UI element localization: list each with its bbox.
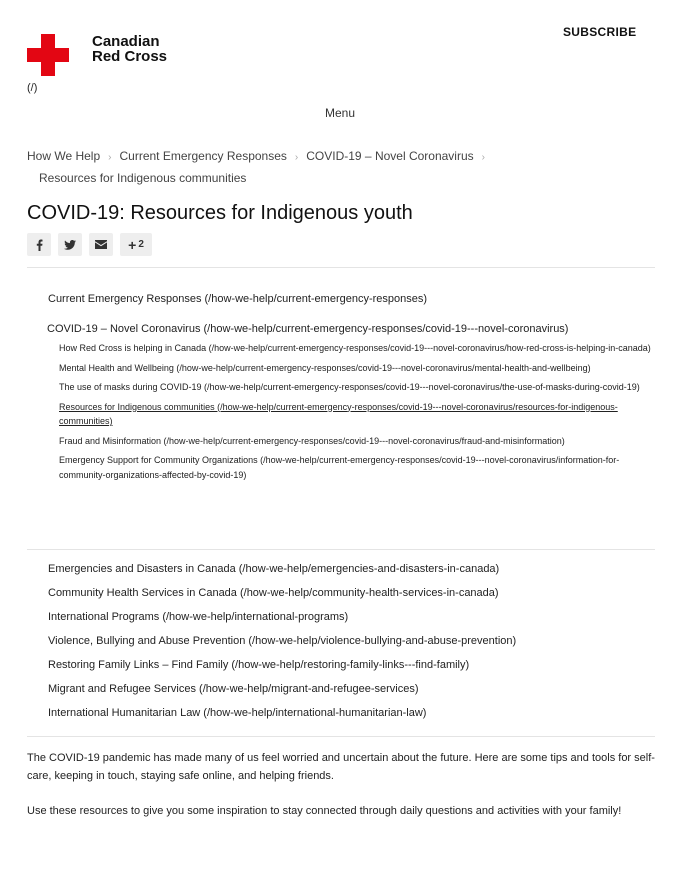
divider [27,736,655,737]
intro-paragraph: The COVID-19 pandemic has made many of us feel worried and uncertain about the future. Here are some tips and tools for self-care, keeping in touch, staying safe online, and helping friends. [27,752,655,782]
sub-nav-item-how-red-cross-helping[interactable]: How Red Cross is helping in Canada (/how-we-help/current-emergency-responses/covid-19---novel-coronavirus/how-red-cross-is-helping-in-canada) [59,343,651,353]
breadcrumb-item-covid-19[interactable]: COVID-19 – Novel Coronavirus [306,149,474,163]
sub-nav-item-masks[interactable]: The use of masks during COVID-19 (/how-we-help/current-emergency-responses/covid-19---novel-coronavirus/the-use-of-masks-during-covid-19) [59,382,640,392]
nav-item-covid-19[interactable]: COVID-19 – Novel Coronavirus (/how-we-help/current-emergency-responses/covid-19---novel-coronavirus) [47,323,569,335]
chevron-right-icon: › [108,152,112,163]
divider [27,549,655,550]
email-icon [95,240,107,249]
section-nav [48,291,655,487]
divider [27,267,655,268]
email-share-button[interactable] [89,233,113,256]
sub-nav-item-fraud[interactable]: Fraud and Misinformation (/how-we-help/current-emergency-responses/covid-19---novel-coronavirus/fraud-and-misinformation) [59,435,565,446]
sub-nav-list [48,341,655,482]
page-title: COVID-19: Resources for Indigenous youth [27,202,413,224]
home-link[interactable]: (/) [27,82,38,94]
share-count: 2 [138,239,144,250]
facebook-share-button[interactable] [27,233,51,256]
nav-item-current-emergency-responses[interactable]: Current Emergency Responses (/how-we-help/current-emergency-responses) [48,293,428,305]
sub-nav-item-mental-health[interactable]: Mental Health and Wellbeing (/how-we-help/current-emergency-responses/covid-19---novel-coronavirus/mental-health-and-wellbeing) [59,362,591,373]
chevron-right-icon: › [481,152,485,163]
nav-item-emergencies-disasters[interactable]: Emergencies and Disasters in Canada (/how-we-help/emergencies-and-disasters-in-canada) [48,563,500,575]
menu-button[interactable]: Menu [324,106,356,120]
breadcrumb-item-current-emergency-responses[interactable]: Current Emergency Responses [119,149,287,163]
red-cross-logo[interactable] [27,34,69,76]
plus-icon: + [128,236,137,253]
cross-horizontal-bar [27,48,69,62]
brand-line-1: Canadian [92,33,160,50]
chevron-right-icon: › [294,152,299,163]
brand-name[interactable] [92,34,167,64]
breadcrumb [27,146,587,188]
breadcrumb-current: Resources for Indigenous communities [39,171,247,185]
nav-item-humanitarian-law[interactable]: International Humanitarian Law (/how-we-help/international-humanitarian-law) [48,707,427,719]
nav-item-restoring-family-links[interactable]: Restoring Family Links – Find Family (/how-we-help/restoring-family-links---find-family) [48,659,470,671]
subscribe-link[interactable]: SUBSCRIBE [563,25,637,39]
nav-item-international-programs[interactable]: International Programs (/how-we-help/international-programs) [48,611,349,623]
brand-line-2: Red Cross [92,48,168,65]
twitter-icon [64,240,76,250]
sub-nav-item-indigenous-resources[interactable]: Resources for Indigenous communities (/how-we-help/current-emergency-responses/covid-19---novel-coronavirus/resources-for-indigenous-communities) [59,401,618,426]
twitter-share-button[interactable] [58,233,82,256]
nav-item-migrant-refugee[interactable]: Migrant and Refugee Services (/how-we-help/migrant-and-refugee-services) [48,683,419,695]
more-share-button[interactable] [120,233,152,256]
resources-paragraph: Use these resources to give you some inspiration to stay connected through daily questions and activities with your family! [27,805,622,817]
sub-nav-item-community-organizations[interactable]: Emergency Support for Community Organizations (/how-we-help/current-emergency-responses/covid-19---novel-coronavirus/information-for-community-organizations-affected-by-covid-19) [59,455,620,480]
facebook-icon [34,239,44,251]
nav-item-violence-prevention[interactable]: Violence, Bullying and Abuse Prevention (/how-we-help/violence-bullying-and-abuse-prevention) [48,635,517,647]
other-sections-nav [48,561,655,729]
nav-item-community-health[interactable]: Community Health Services in Canada (/how-we-help/community-health-services-in-canada) [48,587,499,599]
breadcrumb-item-how-we-help[interactable]: How We Help [27,149,101,163]
share-bar [27,233,152,256]
